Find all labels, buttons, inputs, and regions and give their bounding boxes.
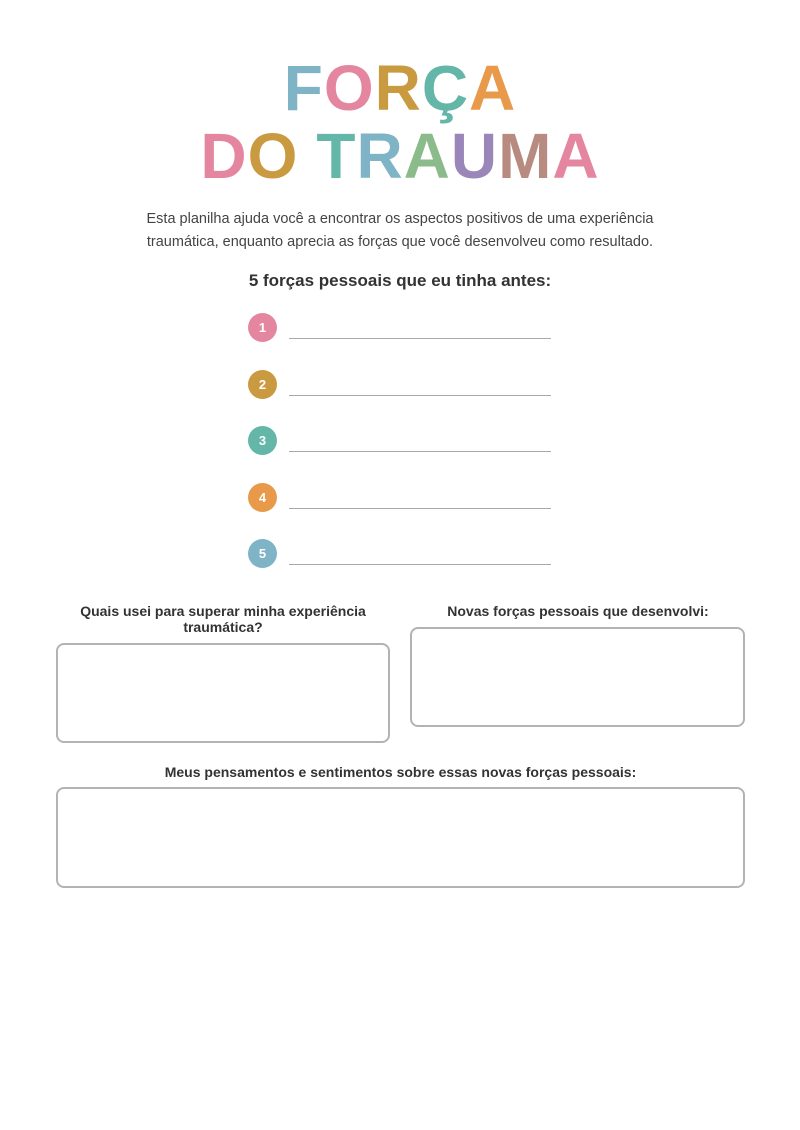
strengths-list [248,313,558,596]
new-strengths-box[interactable] [410,627,745,727]
new-strengths-label: Novas forças pessoais que desenvolvi: [447,603,709,619]
used-strengths-box[interactable] [56,643,390,743]
title-letter: Ç [421,52,470,124]
intro-line-2: traumática, enquanto aprecia as forças que você desenvolveu como resultado. [146,234,654,250]
answer-line-1[interactable] [289,338,551,339]
title-letter: R [374,52,422,124]
answer-line-4[interactable] [289,508,551,509]
intro-text [130,208,670,254]
strength-item-3 [248,426,558,483]
title-letter: T [316,120,357,192]
used-strengths-label: Quais usei para superar minha experiência traumática? [80,603,366,635]
number-badge-5: 5 [248,539,277,568]
title-letter: O [323,52,375,124]
strength-item-2 [248,370,558,427]
title-letter: F [283,52,324,124]
number-badge-1: 1 [248,313,277,342]
answer-line-2[interactable] [289,395,551,396]
number-badge-4: 4 [248,483,277,512]
title-line-forca [0,52,800,124]
strength-item-5 [248,539,558,596]
number-badge-3: 3 [248,426,277,455]
answer-line-3[interactable] [289,451,551,452]
number-badge-2: 2 [248,370,277,399]
strengths-before-heading: 5 forças pessoais que eu tinha antes: [248,271,552,290]
title-letter: D [200,120,248,192]
title-letter: A [552,120,600,192]
title-line-do-trauma [0,120,800,192]
title-letter: A [469,52,517,124]
thoughts-feelings-label: Meus pensamentos e sentimentos sobre essas novas forças pessoais: [164,764,637,780]
thoughts-feelings-box[interactable] [56,787,745,888]
title-letter: O [247,120,299,192]
strength-item-4 [248,483,558,540]
title-letter: R [356,120,404,192]
intro-line-1: Esta planilha ajuda você a encontrar os aspectos positivos de uma experiência [146,211,654,227]
title-letter: M [498,120,553,192]
strength-item-1 [248,313,558,370]
title-letter [298,124,316,188]
title-letter: U [450,120,499,192]
answer-line-5[interactable] [289,564,551,565]
title-letter: A [403,120,451,192]
